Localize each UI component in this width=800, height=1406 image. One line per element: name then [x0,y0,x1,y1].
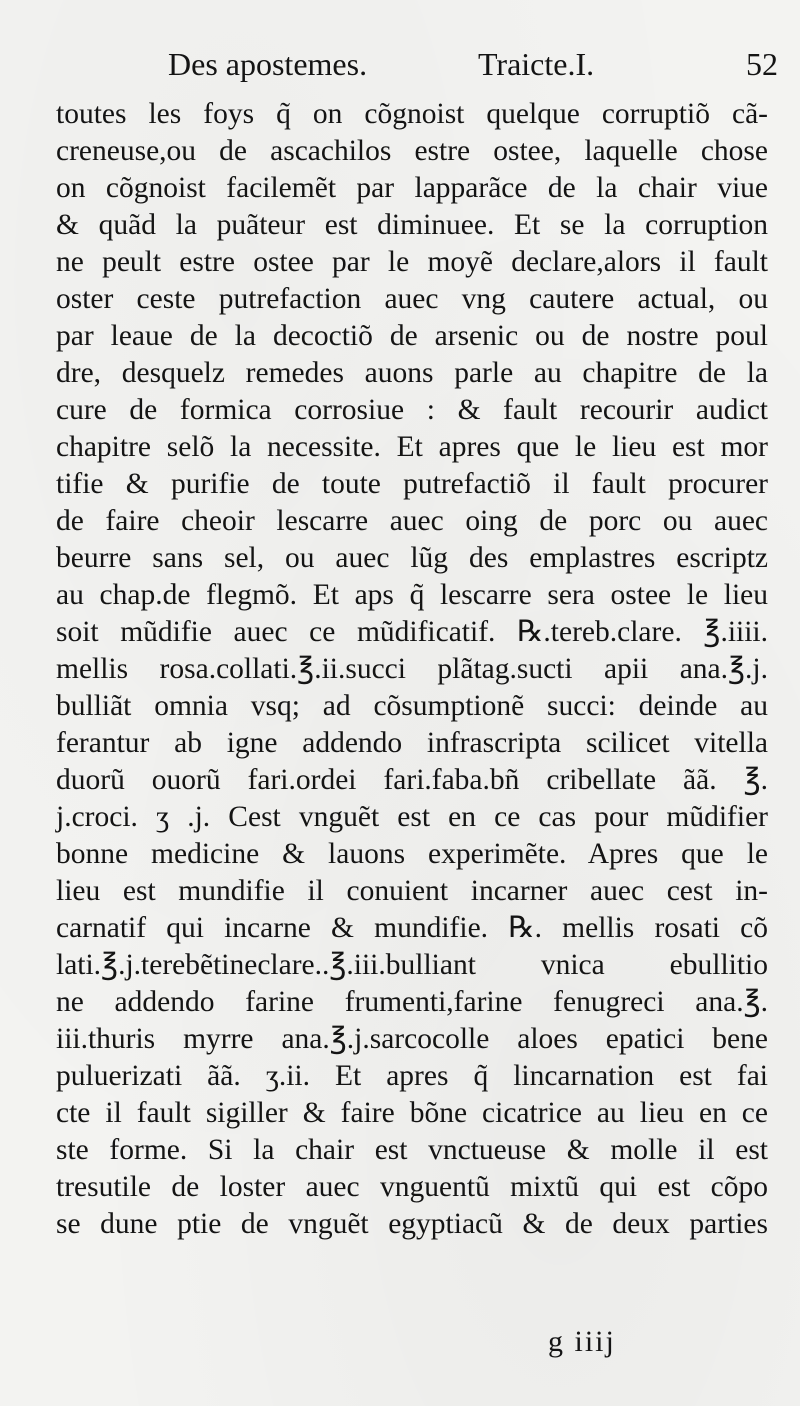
signature-mark: g iiij [548,1325,616,1358]
text-line: ste forme. Si la chair est vnctueuse & molle il est [56,1134,768,1166]
text-line: tifie & purifie de toute putrefactiõ il fault procurer [56,468,768,500]
text-line: chapitre selõ la necessite. Et apres que le lieu est mor [56,431,768,463]
text-line: beurre sans sel, ou auec lũg des emplastres escriptz [56,542,768,574]
text-line: soit mũdifie auec ce mũdificatif. ℞.tereb.clare. ℥.iiii. [56,616,768,648]
text-line: cure de formica corrosiue : & fault recourir audict [56,394,768,426]
text-line: lati.℥.j.terebẽtineclare..℥.iii.bulliant vnica ebullitio [56,949,768,981]
text-line: cte il fault sigiller & faire bõne cicatrice au lieu en ce [56,1097,768,1129]
text-line: ne addendo farine frumenti,farine fenugreci ana.℥. [56,986,768,1018]
text-line: au chap.de flegmõ. Et aps q̃ lescarre sera ostee le lieu [56,579,768,611]
body-text [56,96,768,1243]
text-line: iii.thuris myrre ana.℥.j.sarcocolle aloes epatici bene [56,1023,768,1055]
text-line: oster ceste putrefaction auec vng cautere actual, ou [56,283,768,315]
text-line: duorũ ouorũ fari.ordei fari.faba.bñ cribellate ãã. ℥. [56,764,768,796]
text-line: puluerizati ãã. ʒ.ii. Et apres q̃ lincarnation est fai [56,1060,768,1092]
text-line: ferantur ab igne addendo infrascripta scilicet vitella [56,727,768,759]
page-number: 52 [746,46,778,82]
text-line: se dune ptie de vnguẽt egyptiacũ & de deux parties [56,1208,768,1240]
section-title: Traicte.I. [478,46,595,82]
text-line: bulliãt omnia vsq; ad cõsumptionẽ succi: deinde au [56,690,768,722]
text-line: creneuse,ou de ascachilos estre ostee, laquelle chose [56,135,768,167]
text-line: ne peult estre ostee par le moyẽ declare,alors il fault [56,246,768,278]
text-line: par leaue de la decoctiõ de arsenic ou de nostre poul [56,320,768,352]
text-line: tresutile de loster auec vnguentũ mixtũ qui est cõpo [56,1171,768,1203]
text-line: dre, desquelz remedes auons parle au chapitre de la [56,357,768,389]
text-line: lieu est mundifie il conuient incarner auec cest in- [56,875,768,907]
text-line: on cõgnoist facilemẽt par lapparãce de la chair viue [56,172,768,204]
text-line: mellis rosa.collati.℥.ii.succi plãtag.sucti apii ana.℥.j. [56,653,768,685]
text-line: bonne medicine & lauons experimẽte. Apres que le [56,838,768,870]
text-line: carnatif qui incarne & mundifie. ℞. mellis rosati cõ [56,912,768,944]
text-line: & quãd la puãteur est diminuee. Et se la corruption [56,209,768,241]
text-line: toutes les foys q̃ on cõgnoist quelque corruptiõ cã- [56,98,768,130]
text-line: de faire cheoir lescarre auec oing de porc ou auec [56,505,768,537]
running-title: Des apostemes. [168,46,368,82]
page-header [168,40,778,88]
text-line: j.croci. ʒ .j. Cest vnguẽt est en ce cas pour mũdifier [56,801,768,833]
